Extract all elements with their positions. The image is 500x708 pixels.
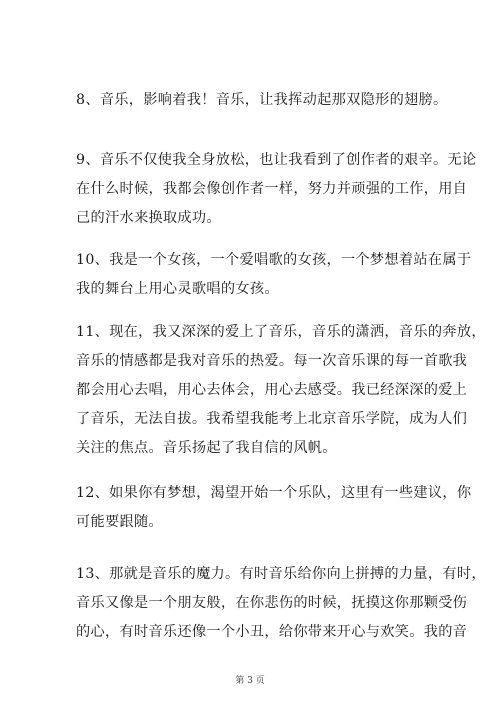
paragraph-line: 在什么时候，我都会像创作者一样，努力并顽强的工作，用自 bbox=[76, 181, 468, 197]
paragraph-13 bbox=[76, 560, 486, 647]
paragraph-line: 关注的焦点。音乐扬起了我自信的风帆。 bbox=[76, 440, 337, 456]
paragraph-line: 都会用心去唱，用心去体会，用心去感受。我已经深深的爱上 bbox=[76, 382, 468, 398]
paragraph-line: 音乐又像是一个朋友般，在你悲伤的时候，抚摸这你那颗受伤 bbox=[76, 595, 468, 611]
paragraph-8 bbox=[76, 86, 448, 115]
paragraph-line: 我的舞台上用心灵歌唱的女孩。 bbox=[76, 281, 279, 297]
paragraph-10 bbox=[76, 246, 472, 304]
paragraph-line: 音乐的情感都是我对音乐的热爱。每一次音乐课的每一首歌我 bbox=[76, 353, 468, 369]
paragraph-line: 己的汗水来换取成功。 bbox=[76, 210, 221, 226]
paragraph-line: 了音乐，无法自拔。我希望我能考上北京音乐学院，成为人们 bbox=[76, 411, 468, 427]
paragraph-line: 10、我是一个女孩，一个爱唱歌的女孩，一个梦想着站在属于 bbox=[76, 252, 472, 268]
paragraph-12 bbox=[76, 479, 472, 537]
paragraph-9 bbox=[76, 146, 477, 233]
paragraph-11 bbox=[76, 318, 486, 463]
paragraph-line: 8、音乐，影响着我！音乐，让我挥动起那双隐形的翅膀。 bbox=[76, 92, 448, 108]
paragraph-line: 9、音乐不仅使我全身放松，也让我看到了创作者的艰辛。无论 bbox=[76, 152, 477, 168]
page-number: 第 3 页 bbox=[235, 676, 265, 686]
paragraph-line: 11、现在，我又深深的爱上了音乐，音乐的潇洒，音乐的奔放， bbox=[76, 324, 486, 340]
paragraph-line: 可能要跟随。 bbox=[76, 514, 163, 530]
paragraph-line: 的心，有时音乐还像一个小丑，给你带来开心与欢笑。我的音 bbox=[76, 624, 468, 640]
paragraph-line: 12、如果你有梦想，渴望开始一个乐队，这里有一些建议，你 bbox=[76, 485, 472, 501]
paragraph-line: 13、那就是音乐的魔力。有时音乐给你向上拼搏的力量，有时， bbox=[76, 566, 486, 582]
